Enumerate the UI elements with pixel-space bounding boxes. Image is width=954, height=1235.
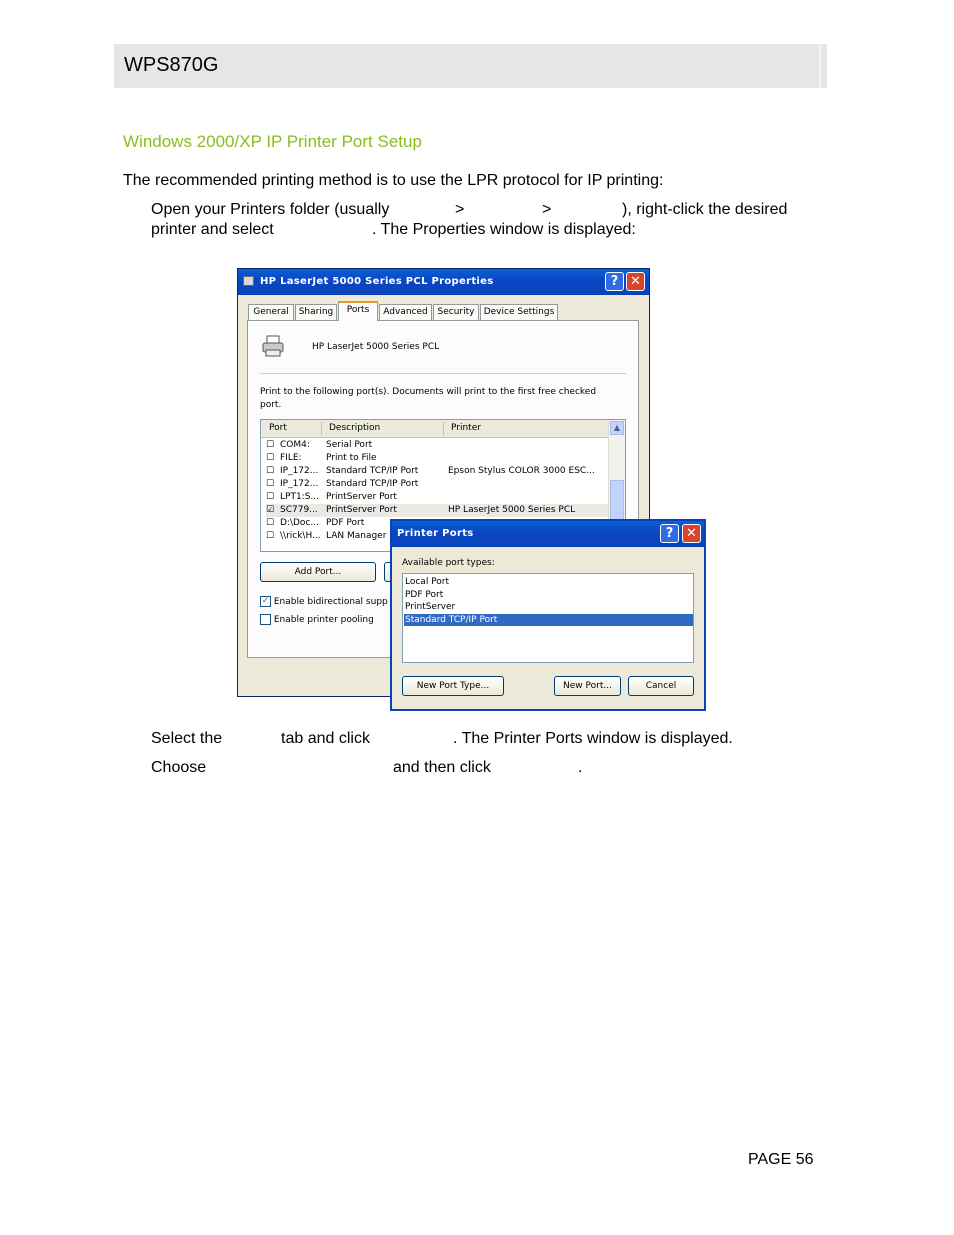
printer-ports-window bbox=[390, 519, 706, 711]
port-name: LPT1:S... bbox=[280, 492, 319, 502]
port-description: Standard TCP/IP Port bbox=[326, 466, 419, 476]
port-name: IP_172... bbox=[280, 466, 319, 476]
step1-sep1: > bbox=[455, 201, 465, 218]
column-port[interactable]: Port bbox=[269, 423, 287, 433]
table-row[interactable] bbox=[266, 465, 609, 478]
port-description: Standard TCP/IP Port bbox=[326, 479, 419, 489]
instruction-line2: port. bbox=[260, 400, 282, 410]
step2-text-b: tab and click bbox=[281, 730, 370, 747]
new-port-button[interactable]: New Port... bbox=[554, 676, 621, 696]
table-row[interactable] bbox=[266, 491, 609, 504]
port-description: Serial Port bbox=[326, 440, 373, 450]
step3-text-c: . bbox=[578, 759, 583, 776]
column-divider bbox=[321, 422, 322, 435]
port-name: SC779... bbox=[280, 505, 318, 515]
ports-titlebar[interactable] bbox=[392, 521, 704, 547]
properties-title: HP LaserJet 5000 Series PCL Properties bbox=[260, 276, 494, 287]
port-checkbox[interactable]: ☐ bbox=[266, 440, 275, 450]
step3-text-a: Choose bbox=[151, 759, 207, 776]
printer-large-icon bbox=[262, 335, 284, 357]
bidirectional-checkbox[interactable]: ✓ bbox=[261, 596, 270, 606]
port-description: Print to File bbox=[326, 453, 377, 463]
printer-icon bbox=[243, 276, 254, 286]
list-item[interactable]: PrintServer bbox=[405, 602, 456, 612]
port-checkbox[interactable]: ☐ bbox=[266, 479, 275, 489]
port-name: FILE: bbox=[280, 453, 302, 463]
tab-device-settings[interactable]: Device Settings bbox=[480, 304, 558, 320]
product-title: WPS870G bbox=[124, 54, 219, 76]
list-item[interactable]: PDF Port bbox=[405, 589, 444, 600]
port-name: D:\Doc... bbox=[280, 518, 319, 528]
step2-text-a: Select the bbox=[151, 730, 223, 747]
close-icon[interactable]: ✕ bbox=[682, 524, 701, 543]
port-checkbox[interactable]: ☑ bbox=[266, 505, 275, 515]
scroll-thumb[interactable] bbox=[610, 480, 624, 520]
step3-text-b: and then click bbox=[393, 759, 491, 776]
available-types-label: Available port types: bbox=[402, 558, 495, 568]
table-row[interactable] bbox=[266, 504, 609, 517]
port-name: COM4: bbox=[280, 440, 310, 450]
bidirectional-label: Enable bidirectional supp bbox=[273, 597, 388, 607]
port-description: LAN Manager bbox=[326, 531, 387, 541]
step2-text-c: . The Printer Ports window is displayed. bbox=[453, 730, 733, 747]
pooling-checkbox[interactable] bbox=[260, 614, 271, 625]
column-divider bbox=[443, 422, 444, 435]
port-types-list[interactable] bbox=[402, 573, 694, 663]
pooling-option[interactable] bbox=[260, 614, 374, 625]
scroll-up-button[interactable]: ▲ bbox=[610, 421, 624, 435]
cancel-button[interactable]: Cancel bbox=[628, 676, 694, 696]
list-item[interactable]: Local Port bbox=[405, 577, 450, 587]
document-header bbox=[114, 44, 827, 88]
port-description: PrintServer Port bbox=[326, 505, 397, 515]
tab-sharing[interactable]: Sharing bbox=[295, 304, 337, 320]
port-checkbox[interactable]: ☐ bbox=[266, 492, 275, 502]
close-icon[interactable]: ✕ bbox=[626, 272, 645, 291]
column-printer[interactable]: Printer bbox=[451, 423, 481, 433]
new-port-type-button[interactable]: New Port Type... bbox=[402, 676, 504, 696]
table-row[interactable] bbox=[266, 478, 609, 491]
instruction-line1: Print to the following port(s). Documents will print to the first free checked bbox=[260, 387, 597, 397]
add-port-button[interactable]: Add Port... bbox=[260, 562, 376, 582]
page-number: PAGE 56 bbox=[748, 1151, 814, 1168]
pooling-label: Enable printer pooling bbox=[273, 615, 374, 625]
port-description: PrintServer Port bbox=[326, 492, 397, 502]
step1-sep2: > bbox=[542, 201, 552, 218]
bidirectional-option[interactable] bbox=[260, 596, 388, 607]
port-name: IP_172... bbox=[280, 479, 319, 489]
table-row[interactable] bbox=[266, 439, 609, 452]
list-header bbox=[261, 420, 609, 438]
tab-ports[interactable]: Ports bbox=[338, 301, 378, 321]
port-checkbox[interactable]: ☐ bbox=[266, 453, 275, 463]
step1-text-b: ), right-click the desired bbox=[622, 201, 788, 218]
list-item[interactable]: Standard TCP/IP Port bbox=[404, 614, 693, 626]
port-printer: HP LaserJet 5000 Series PCL bbox=[448, 505, 576, 515]
step1-text-c: printer and select bbox=[151, 221, 274, 238]
port-checkbox[interactable]: ☐ bbox=[266, 466, 275, 476]
tab-advanced[interactable]: Advanced bbox=[379, 304, 432, 320]
tab-security[interactable]: Security bbox=[433, 304, 479, 320]
step1-text-a: Open your Printers folder (usually bbox=[151, 201, 390, 218]
help-icon[interactable]: ? bbox=[660, 524, 679, 543]
port-checkbox[interactable]: ☐ bbox=[266, 531, 275, 541]
tab-general[interactable]: General bbox=[248, 304, 294, 320]
port-checkbox[interactable]: ☐ bbox=[266, 518, 275, 528]
divider bbox=[260, 373, 626, 374]
printer-name: HP LaserJet 5000 Series PCL bbox=[312, 342, 440, 352]
intro-text: The recommended printing method is to use the LPR protocol for IP printing: bbox=[123, 172, 664, 189]
header-edge bbox=[819, 44, 821, 88]
properties-titlebar[interactable] bbox=[238, 269, 649, 295]
column-description[interactable]: Description bbox=[329, 423, 381, 433]
step1-text-d: . The Properties window is displayed: bbox=[372, 221, 636, 238]
port-description: PDF Port bbox=[326, 518, 365, 528]
port-printer: Epson Stylus COLOR 3000 ESC... bbox=[448, 466, 595, 476]
section-title: Windows 2000/XP IP Printer Port Setup bbox=[123, 132, 422, 151]
port-name: \\rick\H... bbox=[280, 531, 321, 541]
ports-title: Printer Ports bbox=[397, 528, 474, 539]
table-row[interactable] bbox=[266, 452, 609, 465]
help-icon[interactable]: ? bbox=[605, 272, 624, 291]
